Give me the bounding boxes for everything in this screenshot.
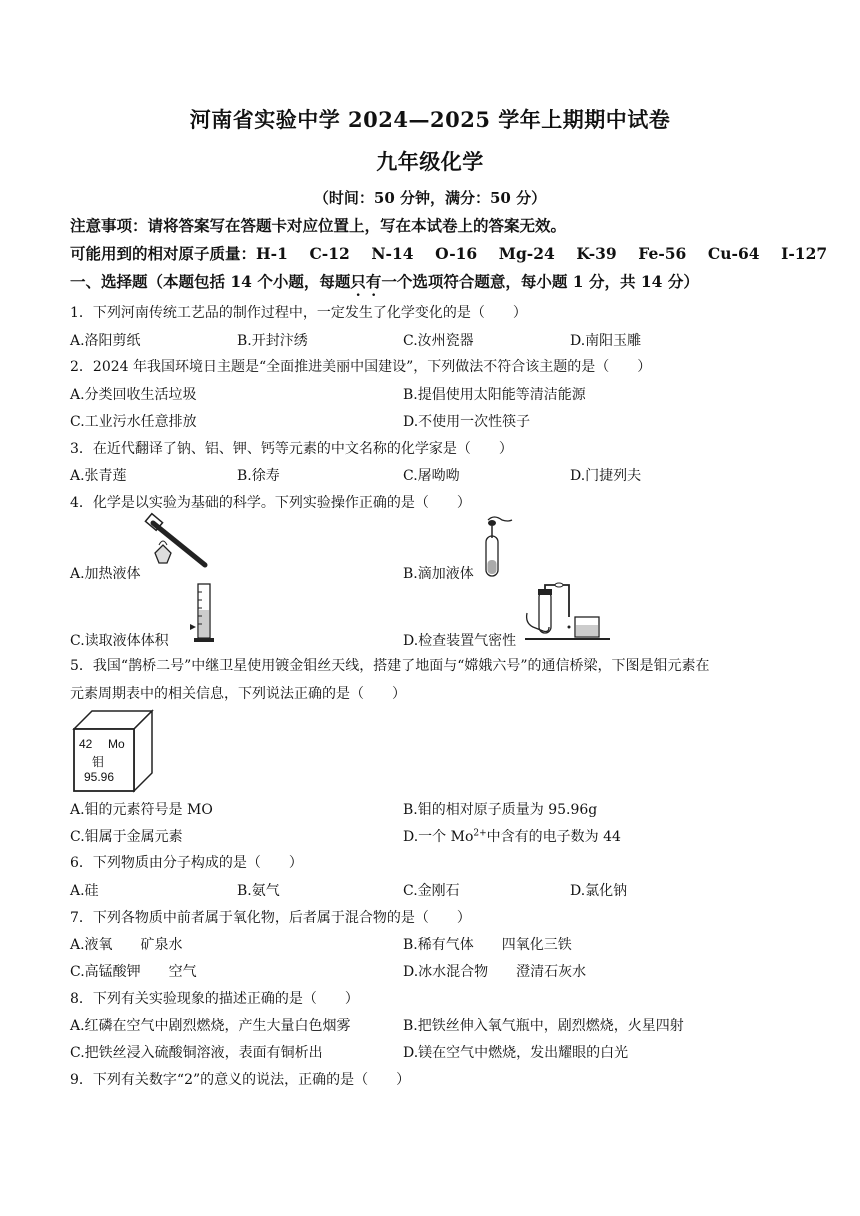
q5-option-d-post: 中含有的电子数为 44 <box>486 829 621 845</box>
section-heading <box>70 270 699 292</box>
q2-option-a: A.分类回收生活垃圾 <box>70 387 197 403</box>
q8-option-c: C.把铁丝浸入硫酸铜溶液，表面有铜析出 <box>70 1045 323 1061</box>
molybdenum-element-box <box>70 707 156 793</box>
q5-option-c: C.钼属于金属元素 <box>70 829 183 845</box>
q5-option-d-charge: 2+ <box>473 828 487 839</box>
question-9-stem: 9．下列有关数字“2”的意义的说法，正确的是（ ） <box>70 1072 411 1088</box>
atomic-masses: 可能用到的相对原子质量：H-1 C-12 N-14 O-16 Mg-24 K-39 Fe-56 Cu-64 I-127 <box>70 244 828 263</box>
question-7-stem: 7．下列各物质中前者属于氧化物，后者属于混合物的是（ ） <box>70 910 471 926</box>
reading-volume-figure <box>190 582 222 644</box>
q8-option-a: A.红磷在空气中剧烈燃烧，产生大量白色烟雾 <box>70 1018 351 1034</box>
q6-option-a: A.硅 <box>70 883 99 899</box>
q8-option-b: B.把铁丝伸入氧气瓶中，剧烈燃烧，火星四射 <box>403 1018 684 1034</box>
q7-option-c: C.高锰酸钾 空气 <box>70 964 197 980</box>
q2-option-b: B.提倡使用太阳能等清洁能源 <box>403 387 586 403</box>
q5-option-d-pre: D.一个 Mo <box>403 829 474 845</box>
section-heading-post: 一个选项符合题意，每小题 1 分，共 14 分） <box>381 272 699 291</box>
q4-option-d: D.检查装置气密性 <box>403 633 517 649</box>
q5-option-b: B.钼的相对原子质量为 95.96g <box>403 802 598 818</box>
element-symbol: Mo <box>108 737 125 751</box>
exam-title: 河南省实验中学 2024—2025 学年上期期中试卷 <box>189 107 671 132</box>
q1-option-c: C.汝州瓷器 <box>403 333 474 349</box>
q5-option-d <box>403 826 621 846</box>
question-3-stem: 3．在近代翻译了钠、铝、钾、钙等元素的中文名称的化学家是（ ） <box>70 441 513 457</box>
time-info: （时间：50 分钟，满分：50 分） <box>313 189 547 207</box>
q6-option-c: C.金刚石 <box>403 883 460 899</box>
section-heading-emph-2: 有 <box>365 272 382 291</box>
element-mass: 95.96 <box>84 770 115 784</box>
q6-option-b: B.氨气 <box>237 883 280 899</box>
q6-option-d: D.氯化钠 <box>570 883 628 899</box>
q3-option-b: B.徐寿 <box>237 468 280 484</box>
dropping-liquid-figure <box>478 514 518 579</box>
q2-option-c: C.工业污水任意排放 <box>70 414 197 430</box>
q1-option-d: D.南阳玉雕 <box>570 333 642 349</box>
section-heading-emph-1: 只 <box>350 272 366 291</box>
question-1-stem: 1．下列河南传统工艺品的制作过程中，一定发生了化学变化的是（ ） <box>70 305 527 321</box>
question-6-stem: 6．下列物质由分子构成的是（ ） <box>70 855 303 871</box>
q2-option-d: D.不使用一次性筷子 <box>403 414 531 430</box>
q1-option-b: B.开封汴绣 <box>237 333 308 349</box>
question-5-stem-line-1: 5．我国“鹊桥二号”中继卫星使用镀金钼丝天线，搭建了地面与“嫦娥六号”的通信桥梁，下图是钼元素在 <box>70 658 710 674</box>
q3-option-a: A.张青莲 <box>70 468 127 484</box>
q4-option-a: A.加热液体 <box>70 566 141 582</box>
q3-option-d: D.门捷列夫 <box>570 468 642 484</box>
section-heading-pre: 一、选择题（本题包括 14 个小题，每题 <box>70 272 351 291</box>
q3-option-c: C.屠呦呦 <box>403 468 460 484</box>
heating-liquid-figure <box>145 515 215 575</box>
question-4-stem: 4．化学是以实验为基础的科学。下列实验操作正确的是（ ） <box>70 495 471 511</box>
element-number: 42 <box>79 737 93 751</box>
exam-subtitle: 九年级化学 <box>376 149 484 174</box>
notice: 注意事项：请将答案写在答题卡对应位置上，写在本试卷上的答案无效。 <box>70 216 567 235</box>
q7-option-b: B.稀有气体 四氧化三铁 <box>403 937 572 953</box>
q7-option-d: D.冰水混合物 澄清石灰水 <box>403 964 587 980</box>
q7-option-a: A.液氧 矿泉水 <box>70 937 183 953</box>
question-5-stem-line-2: 元素周期表中的相关信息，下列说法正确的是（ ） <box>70 686 406 702</box>
q4-option-c: C.读取液体体积 <box>70 633 169 649</box>
airtightness-figure <box>525 583 610 643</box>
question-2-stem: 2．2024 年我国环境日主题是“全面推进美丽中国建设”，下列做法不符合该主题的是（ ） <box>70 359 652 375</box>
question-8-stem: 8．下列有关实验现象的描述正确的是（ ） <box>70 991 359 1007</box>
q4-option-b: B.滴加液体 <box>403 566 474 582</box>
element-name: 钼 <box>92 755 105 769</box>
q5-option-a: A.钼的元素符号是 MO <box>70 802 213 818</box>
q8-option-d: D.镁在空气中燃烧，发出耀眼的白光 <box>403 1045 629 1061</box>
q1-option-a: A.洛阳剪纸 <box>70 333 141 349</box>
